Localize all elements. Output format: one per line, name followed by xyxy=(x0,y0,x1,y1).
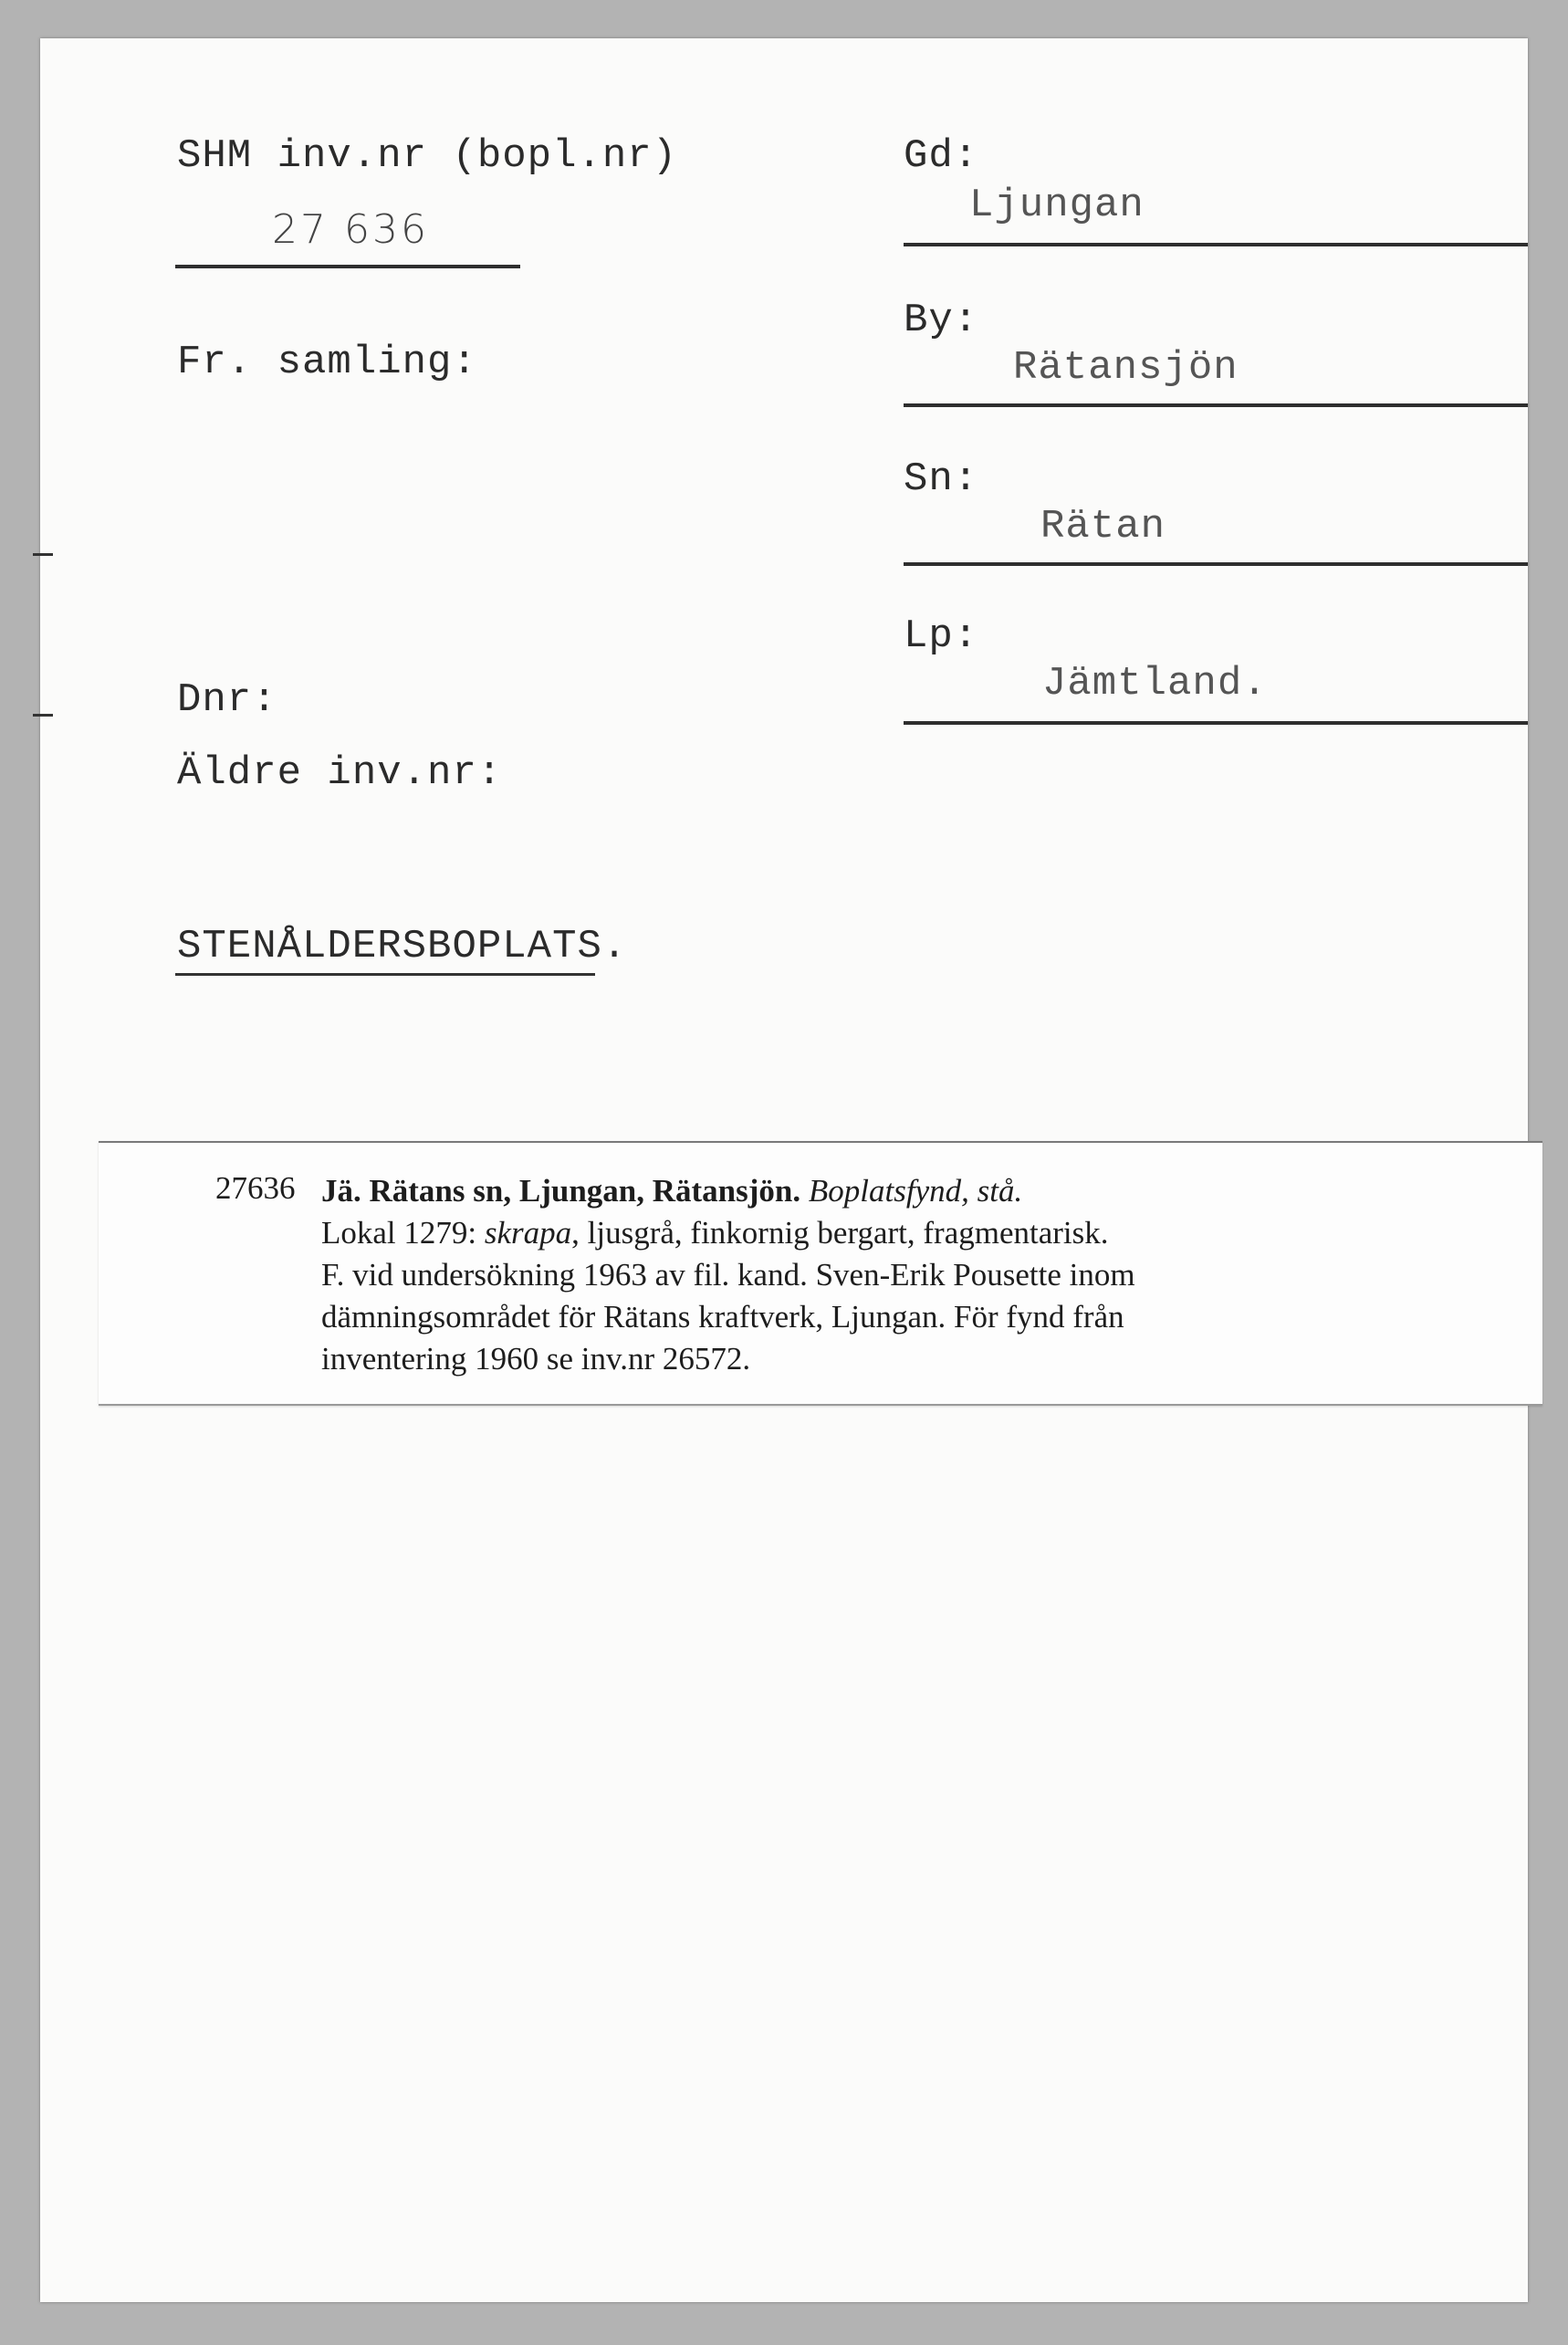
slip-number: 27636 xyxy=(215,1170,296,1206)
printed-catalog-slip xyxy=(99,1141,1542,1406)
edge-mark xyxy=(33,714,53,717)
page-title: STENÅLDERSBOPLATS. xyxy=(177,924,628,969)
aldre-inv-label: Äldre inv.nr: xyxy=(177,750,503,796)
slip-line-4: dämningsområdet för Rätans kraftverk, Ljungan. För fynd från xyxy=(321,1299,1124,1335)
catalog-card xyxy=(40,38,1528,2302)
inv-underline xyxy=(175,265,520,268)
inv-value: 27 636 xyxy=(272,206,429,253)
gd-label: Gd: xyxy=(904,133,979,179)
samling-label: Fr. samling: xyxy=(177,340,477,385)
by-label: By: xyxy=(904,298,979,343)
inv-label: SHM inv.nr (bopl.nr) xyxy=(177,133,678,179)
by-underline xyxy=(904,403,1528,407)
slip-line-5: inventering 1960 se inv.nr 26572. xyxy=(321,1341,751,1377)
slip-description: , ljusgrå, finkornig bergart, fragmentarisk. xyxy=(571,1215,1109,1251)
gd-underline xyxy=(904,243,1528,246)
lp-value: Jämtland. xyxy=(1042,661,1268,707)
slip-line-1 xyxy=(321,1170,1022,1212)
slip-category: Boplatsfynd, stå. xyxy=(808,1173,1023,1209)
slip-object: skrapa xyxy=(484,1215,572,1251)
sn-value: Rätan xyxy=(1040,504,1166,550)
slip-line-2 xyxy=(321,1212,1109,1254)
slip-heading: Jä. Rätans sn, Ljungan, Rätansjön. xyxy=(321,1173,801,1209)
slip-lokal: Lokal 1279: xyxy=(321,1215,485,1251)
lp-label: Lp: xyxy=(904,613,979,659)
gd-value: Ljungan xyxy=(969,183,1145,228)
slip-line-3: F. vid undersökning 1963 av fil. kand. Sven-Erik Pousette inom xyxy=(321,1257,1135,1293)
by-value: Rätansjön xyxy=(1013,345,1239,391)
dnr-label: Dnr: xyxy=(177,677,277,723)
title-underline xyxy=(175,973,595,976)
sn-underline xyxy=(904,562,1528,566)
lp-underline xyxy=(904,721,1528,725)
sn-label: Sn: xyxy=(904,456,979,502)
edge-mark xyxy=(33,553,53,556)
